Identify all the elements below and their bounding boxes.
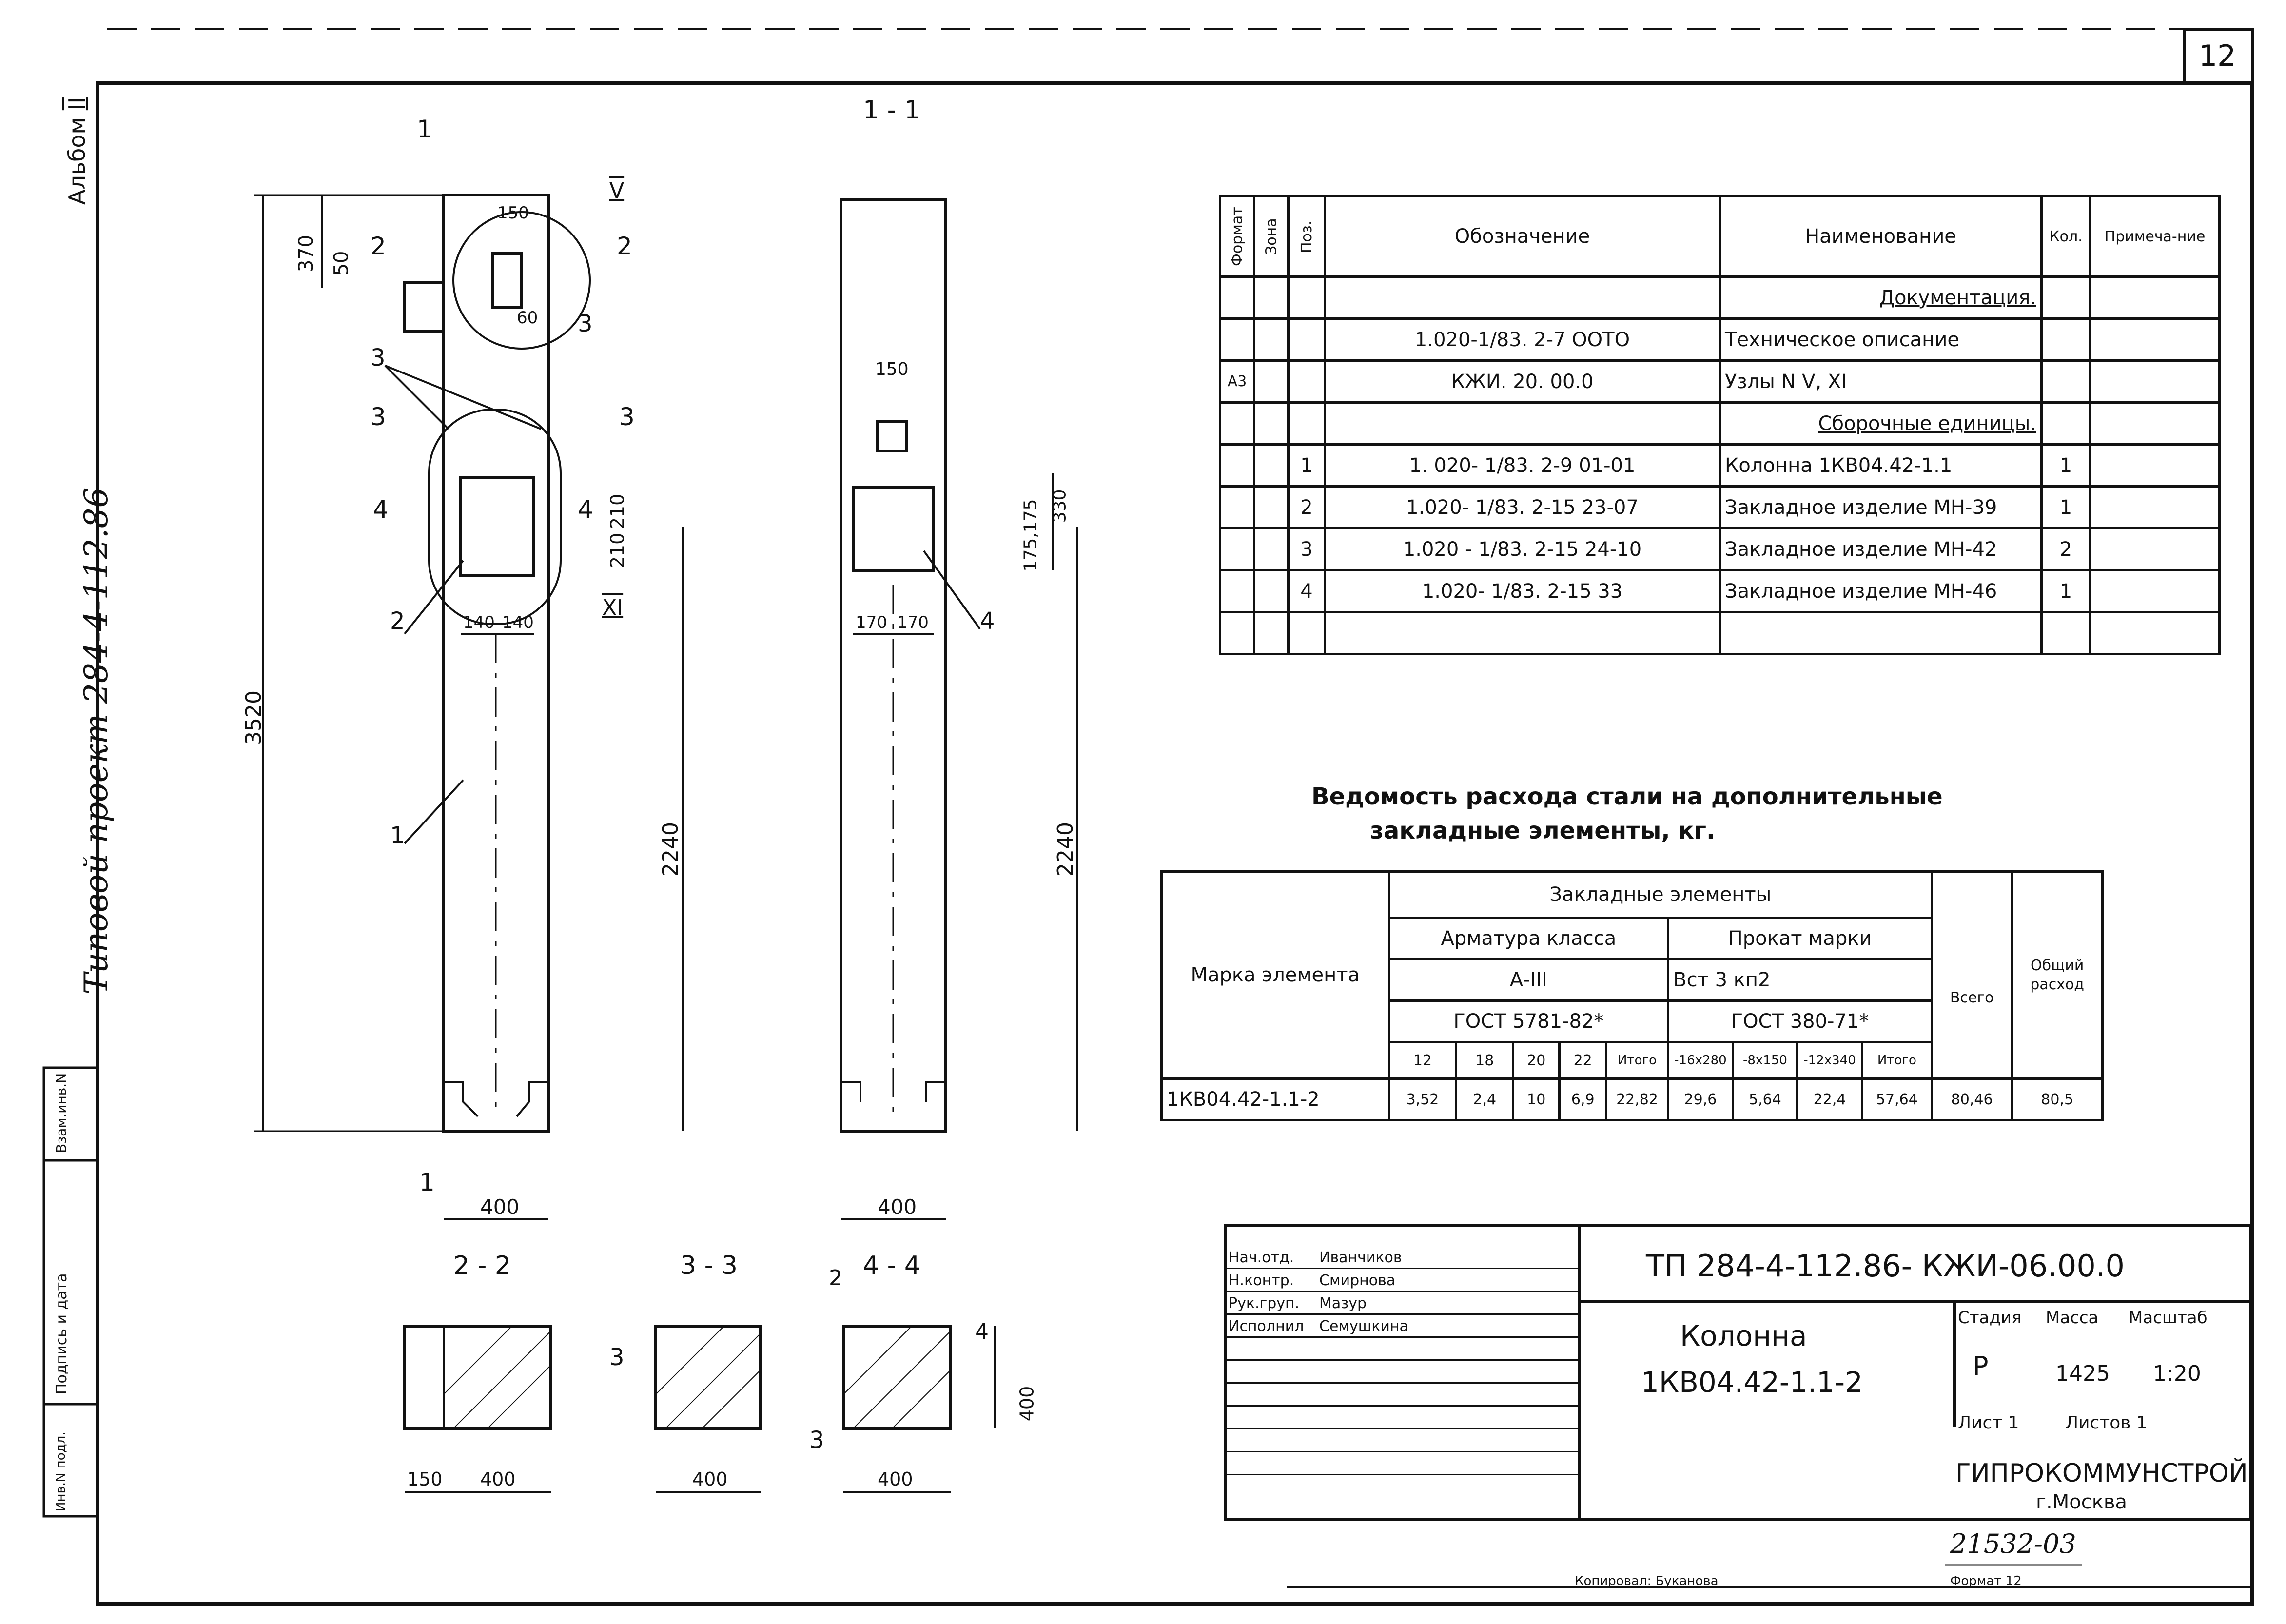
cut-mark-3-right: 3 <box>619 403 635 431</box>
tb-mass-h: Масса <box>2046 1308 2099 1328</box>
steel-sub-header: Итого <box>1862 1042 1932 1079</box>
spec-cell-zone <box>1254 445 1289 487</box>
spec-cell-designation: 1.020 - 1/83. 2-15 24-10 <box>1325 528 1720 570</box>
dim-400-s11-label: 400 <box>878 1195 917 1219</box>
leader-4 <box>924 551 980 629</box>
spec-cell-pos: 2 <box>1289 487 1325 528</box>
tb-name-2: 1КВ04.42-1.1-2 <box>1641 1366 1863 1399</box>
spec-header-designation: Обозначение <box>1325 196 1720 277</box>
pos-3-top: 3 <box>371 344 386 372</box>
dim-3520: 3520 <box>241 690 266 745</box>
spec-cell-designation: КЖИ. 20. 00.0 <box>1325 361 1720 403</box>
spec-header-qty: Кол. <box>2042 196 2091 277</box>
spec-cell-qty: 1 <box>2042 487 2091 528</box>
spec-cell-format <box>1220 445 1254 487</box>
dim-170: 170 <box>856 613 887 632</box>
spec-cell-qty <box>2042 361 2091 403</box>
spec-cell-pos: 4 <box>1289 570 1325 612</box>
spec-cell-qty: 1 <box>2042 570 2091 612</box>
spec-cell-zone <box>1254 277 1289 319</box>
spec-cell-name: Закладное изделие МН-46 <box>1720 570 2042 612</box>
steel-value: 29,6 <box>1668 1079 1733 1120</box>
steel-group-header: Закладные элементы <box>1389 872 1932 918</box>
tb-empty-row <box>1227 1361 1578 1384</box>
spec-cell-zone <box>1254 403 1289 445</box>
pos-4-s44: 4 <box>975 1319 989 1344</box>
spec-cell-designation: 1.020-1/83. 2-7 ООТО <box>1325 319 1720 361</box>
tb-empty-row <box>1227 1429 1578 1452</box>
tb-stage: Р <box>1973 1351 1989 1382</box>
section-4-4-title: 4 - 4 <box>863 1251 920 1280</box>
spec-cell-pos <box>1289 361 1325 403</box>
pos-2: 2 <box>390 607 405 635</box>
spec-cell-name: Колонна 1КВ04.42-1.1 <box>1720 445 2042 487</box>
spec-cell-designation: 1.020- 1/83. 2-15 33 <box>1325 570 1720 612</box>
steel-rolled-grade: Вст 3 кп2 <box>1668 959 1932 1001</box>
spec-row <box>1220 612 2220 654</box>
steel-value: 10 <box>1513 1079 1560 1120</box>
bracket-stub <box>405 283 444 332</box>
steel-value: 80,5 <box>2012 1079 2103 1120</box>
spec-cell-pos <box>1289 319 1325 361</box>
stamp-inv-label: Инв.N подл. <box>54 1431 68 1511</box>
steel-table <box>1160 870 2104 1121</box>
tb-empty-row <box>1227 1452 1578 1475</box>
tb-person-role: Исполнил <box>1229 1318 1304 1335</box>
spec-cell-zone <box>1254 570 1289 612</box>
spec-cell-format <box>1220 319 1254 361</box>
pos-3-node: 3 <box>578 310 593 337</box>
section-1-1-title: 1 - 1 <box>863 96 920 125</box>
spec-row <box>1220 487 2220 528</box>
spec-header-zone: Зона <box>1254 196 1289 277</box>
album-roman: II <box>64 97 90 111</box>
spec-cell-note <box>2091 403 2220 445</box>
leader-3b <box>385 366 541 429</box>
tb-person-role: Н.контр. <box>1229 1272 1294 1289</box>
tb-person-name: Мазур <box>1319 1295 1367 1312</box>
steel-value: 22,82 <box>1606 1079 1668 1120</box>
dim-210-a: 210 <box>606 493 628 529</box>
spec-row <box>1220 361 2220 403</box>
steel-value: 3,52 <box>1389 1079 1456 1120</box>
spec-row <box>1220 528 2220 570</box>
tb-person-name: Иванчиков <box>1319 1249 1402 1266</box>
steel-sub-header: 20 <box>1513 1042 1560 1079</box>
cut-mark-1-top: 1 <box>417 115 432 143</box>
steel-value: 6,9 <box>1560 1079 1606 1120</box>
spec-row <box>1220 403 2220 445</box>
title-block <box>1224 1224 2252 1521</box>
spec-cell-format <box>1220 487 1254 528</box>
left-stamp-frame <box>44 1068 98 1516</box>
steel-value: 80,46 <box>1932 1079 2012 1120</box>
spec-cell-note <box>2091 361 2220 403</box>
section-4-4-rect <box>843 1326 951 1428</box>
section-2-2-title: 2 - 2 <box>453 1251 511 1280</box>
spec-row <box>1220 570 2220 612</box>
section-1-1-opening <box>853 488 934 570</box>
steel-rebar-grade: А-III <box>1389 959 1668 1001</box>
steel-rolled-gost: ГОСТ 380-71* <box>1668 1001 1932 1042</box>
section-hatch <box>444 1326 951 1428</box>
spec-cell-note <box>2091 319 2220 361</box>
tb-person-row <box>1227 1292 1578 1315</box>
steel-value: 5,64 <box>1733 1079 1798 1120</box>
tb-stage-h: Стадия <box>1958 1308 2022 1328</box>
tb-scale: 1:20 <box>2153 1361 2201 1386</box>
tb-person-name: Семушкина <box>1319 1318 1408 1335</box>
tb-person-role: Рук.груп. <box>1229 1295 1300 1312</box>
spec-cell-name: Закладное изделие МН-42 <box>1720 528 2042 570</box>
spec-cell-name: Документация. <box>1720 277 2042 319</box>
dim-2240-s11: 2240 <box>1053 822 1078 877</box>
spec-cell-zone <box>1254 528 1289 570</box>
inv-number: 21532-03 <box>1950 1528 2076 1559</box>
tb-city: г.Москва <box>2036 1491 2127 1513</box>
tb-person-row <box>1227 1269 1578 1292</box>
steel-mark-header: Марка элемента <box>1162 872 1389 1079</box>
steel-title-1: Ведомость расхода стали на дополнительные <box>1311 783 1943 810</box>
spec-cell-designation: 1. 020- 1/83. 2-9 01-01 <box>1325 445 1720 487</box>
tb-scale-h: Масштаб <box>2129 1308 2208 1328</box>
sheet-number: 12 <box>2199 39 2236 73</box>
steel-rebar-class: Арматура класса <box>1389 918 1668 959</box>
dim-140: 140 <box>463 613 495 632</box>
dim-210-b: 210 <box>606 532 628 568</box>
steel-title-2: закладные элементы, кг. <box>1370 817 1716 844</box>
steel-sub-header: Итого <box>1606 1042 1668 1079</box>
tb-empty-row <box>1227 1338 1578 1361</box>
tb-org: ГИПРОКОММУНСТРОЙ <box>1955 1459 2248 1488</box>
section-3-3-title: 3 - 3 <box>680 1251 738 1280</box>
spec-cell-format <box>1220 528 1254 570</box>
tb-person-name: Смирнова <box>1319 1272 1396 1289</box>
tb-empty-row <box>1227 1407 1578 1429</box>
format-label: Формат 12 <box>1950 1574 2022 1588</box>
stamp-sign-label: Подпись и дата <box>53 1273 70 1394</box>
spec-row <box>1220 445 2220 487</box>
spec-cell-zone <box>1254 487 1289 528</box>
pos-3-s33: 3 <box>809 1427 824 1454</box>
tb-code: ТП 284-4-112.86- КЖИ-06.00.0 <box>1646 1248 2125 1284</box>
dim-175-175: 175,175 <box>1020 499 1041 572</box>
dim-150-s22: 150 <box>407 1468 443 1490</box>
cut-mark-4-left: 4 <box>373 495 389 524</box>
tb-mass: 1425 <box>2055 1361 2110 1386</box>
stamp-replace-label: Взам.инв.N <box>53 1073 69 1153</box>
steel-total-header: Всего <box>1932 918 2012 1079</box>
dim-370: 370 <box>295 235 318 273</box>
dim-400-s22: 400 <box>480 1468 516 1490</box>
spec-row <box>1220 319 2220 361</box>
cut-mark-3-left: 3 <box>371 403 386 431</box>
spec-header-pos: Поз. <box>1289 196 1325 277</box>
steel-value: 2,4 <box>1456 1079 1513 1120</box>
leader-2 <box>405 561 463 634</box>
spec-body <box>1220 277 2220 654</box>
spec-header-name: Наименование <box>1720 196 2042 277</box>
steel-value: 22,4 <box>1798 1079 1862 1120</box>
tb-name-1: Колонна <box>1680 1319 1807 1352</box>
opening-mh39 <box>461 478 534 575</box>
dim-170-b: 170 <box>897 613 929 632</box>
spec-cell-designation: 1.020- 1/83. 2-15 23-07 <box>1325 487 1720 528</box>
dim-400-vertical-label: 400 <box>1016 1386 1038 1422</box>
dim-140-b: 140 <box>502 613 534 632</box>
spec-cell-qty <box>2042 319 2091 361</box>
steel-rebar-gost: ГОСТ 5781-82* <box>1389 1001 1668 1042</box>
section-2-2-rect <box>405 1326 551 1428</box>
album-word: Альбом <box>64 117 90 205</box>
leader-3a <box>385 366 449 429</box>
dim-2240-main: 2240 <box>658 822 683 877</box>
spec-cell-format <box>1220 277 1254 319</box>
spec-cell-format <box>1220 612 1254 654</box>
dim-60: 60 <box>517 308 538 328</box>
pos-1: 1 <box>390 822 405 849</box>
copied-by: Копировал: Буканова <box>1575 1574 1719 1588</box>
spec-cell-format <box>1220 570 1254 612</box>
spec-cell-name: Техническое описание <box>1720 319 2042 361</box>
spec-cell-qty <box>2042 612 2091 654</box>
spec-cell-name: Узлы N V, XI <box>1720 361 2042 403</box>
spec-cell-format <box>1220 403 1254 445</box>
node-mark-xi: XI <box>602 595 624 620</box>
steel-data-row <box>1162 1079 2103 1120</box>
spec-cell-pos: 1 <box>1289 445 1325 487</box>
project-side-label: Типовой проект 284-4-112.86 <box>78 487 115 995</box>
tb-person-role: Нач.отд. <box>1229 1249 1294 1266</box>
tb-person-row <box>1227 1315 1578 1338</box>
dim-400-s44-label: 400 <box>878 1468 913 1490</box>
pos-4: 4 <box>980 607 995 635</box>
spec-cell-name: Закладное изделие МН-39 <box>1720 487 2042 528</box>
steel-sub-header: 12 <box>1389 1042 1456 1079</box>
section-1-1-embed <box>878 422 907 451</box>
spec-header-format: Формат <box>1220 196 1254 277</box>
dim-330: 330 <box>1050 489 1070 523</box>
spec-cell-pos <box>1289 612 1325 654</box>
spec-cell-pos: 3 <box>1289 528 1325 570</box>
steel-sub-header: 18 <box>1456 1042 1513 1079</box>
steel-sub-header: -8x150 <box>1733 1042 1798 1079</box>
spec-cell-note <box>2091 445 2220 487</box>
spec-cell-qty: 1 <box>2042 445 2091 487</box>
spec-cell-name: Сборочные единицы. <box>1720 403 2042 445</box>
spec-cell-note <box>2091 487 2220 528</box>
tb-empty-row <box>1227 1384 1578 1407</box>
node-mark-v: V <box>609 178 625 203</box>
steel-empty-cell <box>1932 872 2012 918</box>
steel-value: 57,64 <box>1862 1079 1932 1120</box>
tb-sheets: Листов 1 <box>2065 1413 2148 1433</box>
node-xi-outline <box>429 410 561 624</box>
spec-cell-zone <box>1254 361 1289 403</box>
spec-cell-note <box>2091 277 2220 319</box>
spec-cell-qty: 2 <box>2042 528 2091 570</box>
spec-cell-note <box>2091 528 2220 570</box>
cut-mark-4-right: 4 <box>578 495 593 524</box>
cut-mark-2-right: 2 <box>617 232 632 260</box>
spec-cell-designation <box>1325 403 1720 445</box>
dim-50: 50 <box>330 251 353 276</box>
steel-sub-header: 22 <box>1560 1042 1606 1079</box>
steel-sub-header: -12x340 <box>1798 1042 1862 1079</box>
spec-header-note: Примеча-ние <box>2091 196 2220 277</box>
tb-people <box>1227 1246 1578 1475</box>
spec-row <box>1220 277 2220 319</box>
spec-cell-qty <box>2042 403 2091 445</box>
steel-sub-header: -16x280 <box>1668 1042 1733 1079</box>
dim-400-s33-label: 400 <box>692 1468 728 1490</box>
spec-cell-zone <box>1254 612 1289 654</box>
spec-cell-pos <box>1289 277 1325 319</box>
spec-cell-note <box>2091 612 2220 654</box>
steel-mark-value: 1КВ04.42-1.1-2 <box>1162 1079 1389 1120</box>
spec-cell-note <box>2091 570 2220 612</box>
steel-overall-header: Общий расход <box>2012 872 2103 1079</box>
spec-cell-qty <box>2042 277 2091 319</box>
dim-150-s11: 150 <box>875 359 909 379</box>
tb-sheet: Лист 1 <box>1958 1413 2019 1433</box>
pos-3-s22: 3 <box>609 1344 625 1371</box>
tb-person-row <box>1227 1246 1578 1269</box>
spec-cell-name <box>1720 612 2042 654</box>
pos-2-s44: 2 <box>829 1266 842 1291</box>
spec-cell-designation <box>1325 612 1720 654</box>
leader-1 <box>405 780 463 843</box>
spec-cell-designation <box>1325 277 1720 319</box>
spec-cell-pos <box>1289 403 1325 445</box>
spec-cell-format: А3 <box>1220 361 1254 403</box>
album-label <box>66 97 88 205</box>
cut-mark-2-left: 2 <box>371 232 386 260</box>
spec-cell-zone <box>1254 319 1289 361</box>
dim-400-main-label: 400 <box>480 1195 520 1219</box>
steel-rolled-mark: Прокат марки <box>1668 918 1932 959</box>
embed-square <box>492 254 522 307</box>
dim-150-top: 150 <box>497 203 529 223</box>
spec-table <box>1219 195 2221 655</box>
cut-mark-1-bottom: 1 <box>419 1168 435 1196</box>
